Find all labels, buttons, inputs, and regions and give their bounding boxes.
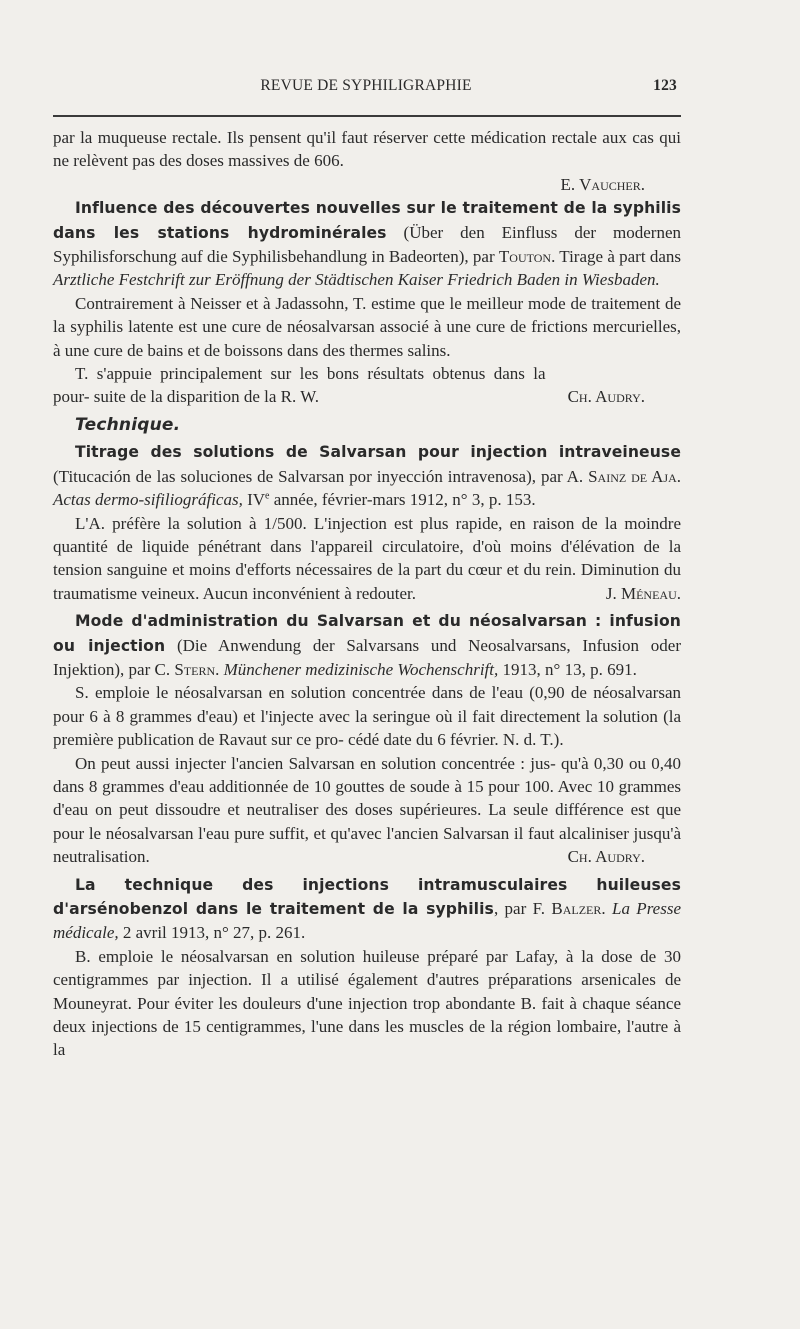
header-rule [53, 115, 681, 117]
article4-para1: B. emploie le néosalvarsan en solution huileuse préparé par Lafay, à la dose de 30 centigrammes par injection. Il a utilisé également d'autres préparations arsenicales de Mouneyrat. Pour éviter les douleurs d'une injection trop abondante B. fait à chaque séance deux injections de 15 centigrammes, l'une dans les muscles de la région lombaire, l'autre à la [53, 946, 681, 1060]
article4-title: La technique des injections intramusculaires huileuses d'arsénobenzol dans le traitement de la syphilis [53, 875, 681, 919]
article2-para1: L'A. préfère la solution à 1/500. L'injection est plus rapide, en raison de la moindre quantité de liquide pénétrant dans l'appareil circulatoire, d'où moins d'élévation de la tension sanguine et moins d'efforts nécessaires de la part du cœur et du rein. Diminution du traumatisme veineux. Aucun inconvénient à redouter. [53, 513, 681, 603]
article3-para2: On peut aussi injecter l'ancien Salvarsan en solution concentrée : jus- qu'à 0,30 ou 0,40 dans 8 grammes d'eau additionnée de 10 gouttes de soude à 15 pour 100. Avec 10 grammes d'eau on peut dissoudre et neutraliser des doses supérieures. La seule différence est que pour le néosalvarsan l'eau pure suffit, et qu'avec l'ancien Salvarsan il faut alcaliniser jusqu'à neutralisation. [53, 753, 681, 867]
article3-reference [53, 609, 681, 681]
article2-ref-d: année, février-mars 1912, n° 3, p. 153. [269, 490, 536, 510]
article4-reference [53, 873, 681, 945]
article0-signature: E. Vaucher. [560, 174, 645, 194]
article1-title: Influence des découvertes nouvelles sur le traitement de la syphilis dans les stations hydrominérales [53, 199, 681, 242]
article4-ref-b: . [601, 899, 612, 919]
article1-ref-a: (Über den Einfluss der modernen Syphilisforschung auf die Syphilisbehandlung in Badeorten), par [53, 222, 681, 267]
article3-title: Mode d'administration du Salvarsan et du néosalvarsan : infusion ou injection [53, 612, 681, 655]
article1-reference [53, 196, 681, 292]
article1-ref-b: . Tirage à part dans [551, 247, 682, 267]
article1-para1: Contrairement à Neisser et à Jadassohn, T. estime que le meilleur mode de traitement de la syphilis latente est une cure de néosalvarsan associé à une cure de frictions mercurielles, à une cure de bains et de boissons dans des thermes salins. [53, 293, 681, 360]
article3-signature: Ch. Audry. [567, 847, 645, 867]
article4-author: Balzer [551, 899, 602, 919]
page-number: 123 [653, 77, 677, 94]
article1-signature: Ch. Audry. [567, 387, 645, 407]
running-title: REVUE DE SYPHILIGRAPHIE [260, 77, 472, 94]
article2-author: Sainz de Aja [588, 466, 677, 486]
article2-title: Titrage des solutions de Salvarsan pour injection intraveineuse [75, 443, 681, 462]
article1-author: Touton [498, 247, 552, 267]
article2-ref-b: . [676, 466, 681, 486]
article2-ref-c: IV [242, 490, 266, 510]
article2-reference [53, 440, 681, 511]
article2-ref-a: (Titucación de las soluciones de Salvarsan por inyección intravenosa), par A. [53, 466, 589, 486]
article2-signature: J. Méneau. [605, 583, 681, 603]
article1-para2-row [53, 362, 681, 409]
article0-text: par la muqueuse rectale. Ils pensent qu'il faut réserver cette médication rectale aux cas qui ne relèvent pas des doses massives de 606. [53, 128, 681, 171]
article3-author: Stern [174, 659, 216, 679]
article2-ref-sup: e [265, 490, 270, 502]
article3-journal: Münchener medizinische Wochenschrift, [223, 659, 499, 679]
section-heading: Technique. [75, 414, 181, 435]
article3-para1: S. emploie le néosalvarsan en solution concentrée dans de l'eau (0,90 de néosalvarsan pour 6 à 8 grammes d'eau) et l'injecte avec la seringue où il fait directement la solution (la première publication de Ravaut sur ce pro- cédé date du 6 février. N. d. T.). [53, 683, 681, 750]
article3-ref-b: . [215, 659, 224, 679]
article3-ref-a: (Die Anwendung der Salvarsans und Neosalvarsans, Infusion oder Injektion), par C. [53, 635, 681, 679]
article1-journal: Arztliche Festchrift zur Eröffnung der Städtischen Kaiser Friedrich Baden in Wiesbaden. [53, 270, 660, 290]
article2-journal: Actas dermo-sifiliográficas, [53, 490, 243, 510]
article4-journal: La Presse médicale, [53, 899, 681, 943]
article3-ref-c: 1913, n° 13, p. 691. [498, 659, 637, 679]
article1-para2: T. s'appuie principalement sur les bons résultats obtenus dans la pour- suite de la disparition de la R. W. [53, 364, 546, 407]
page-body [53, 126, 681, 1062]
running-header [55, 77, 677, 99]
article4-ref-a: , par F. [493, 899, 552, 919]
article4-ref-c: 2 avril 1913, n° 27, p. 261. [118, 923, 306, 943]
